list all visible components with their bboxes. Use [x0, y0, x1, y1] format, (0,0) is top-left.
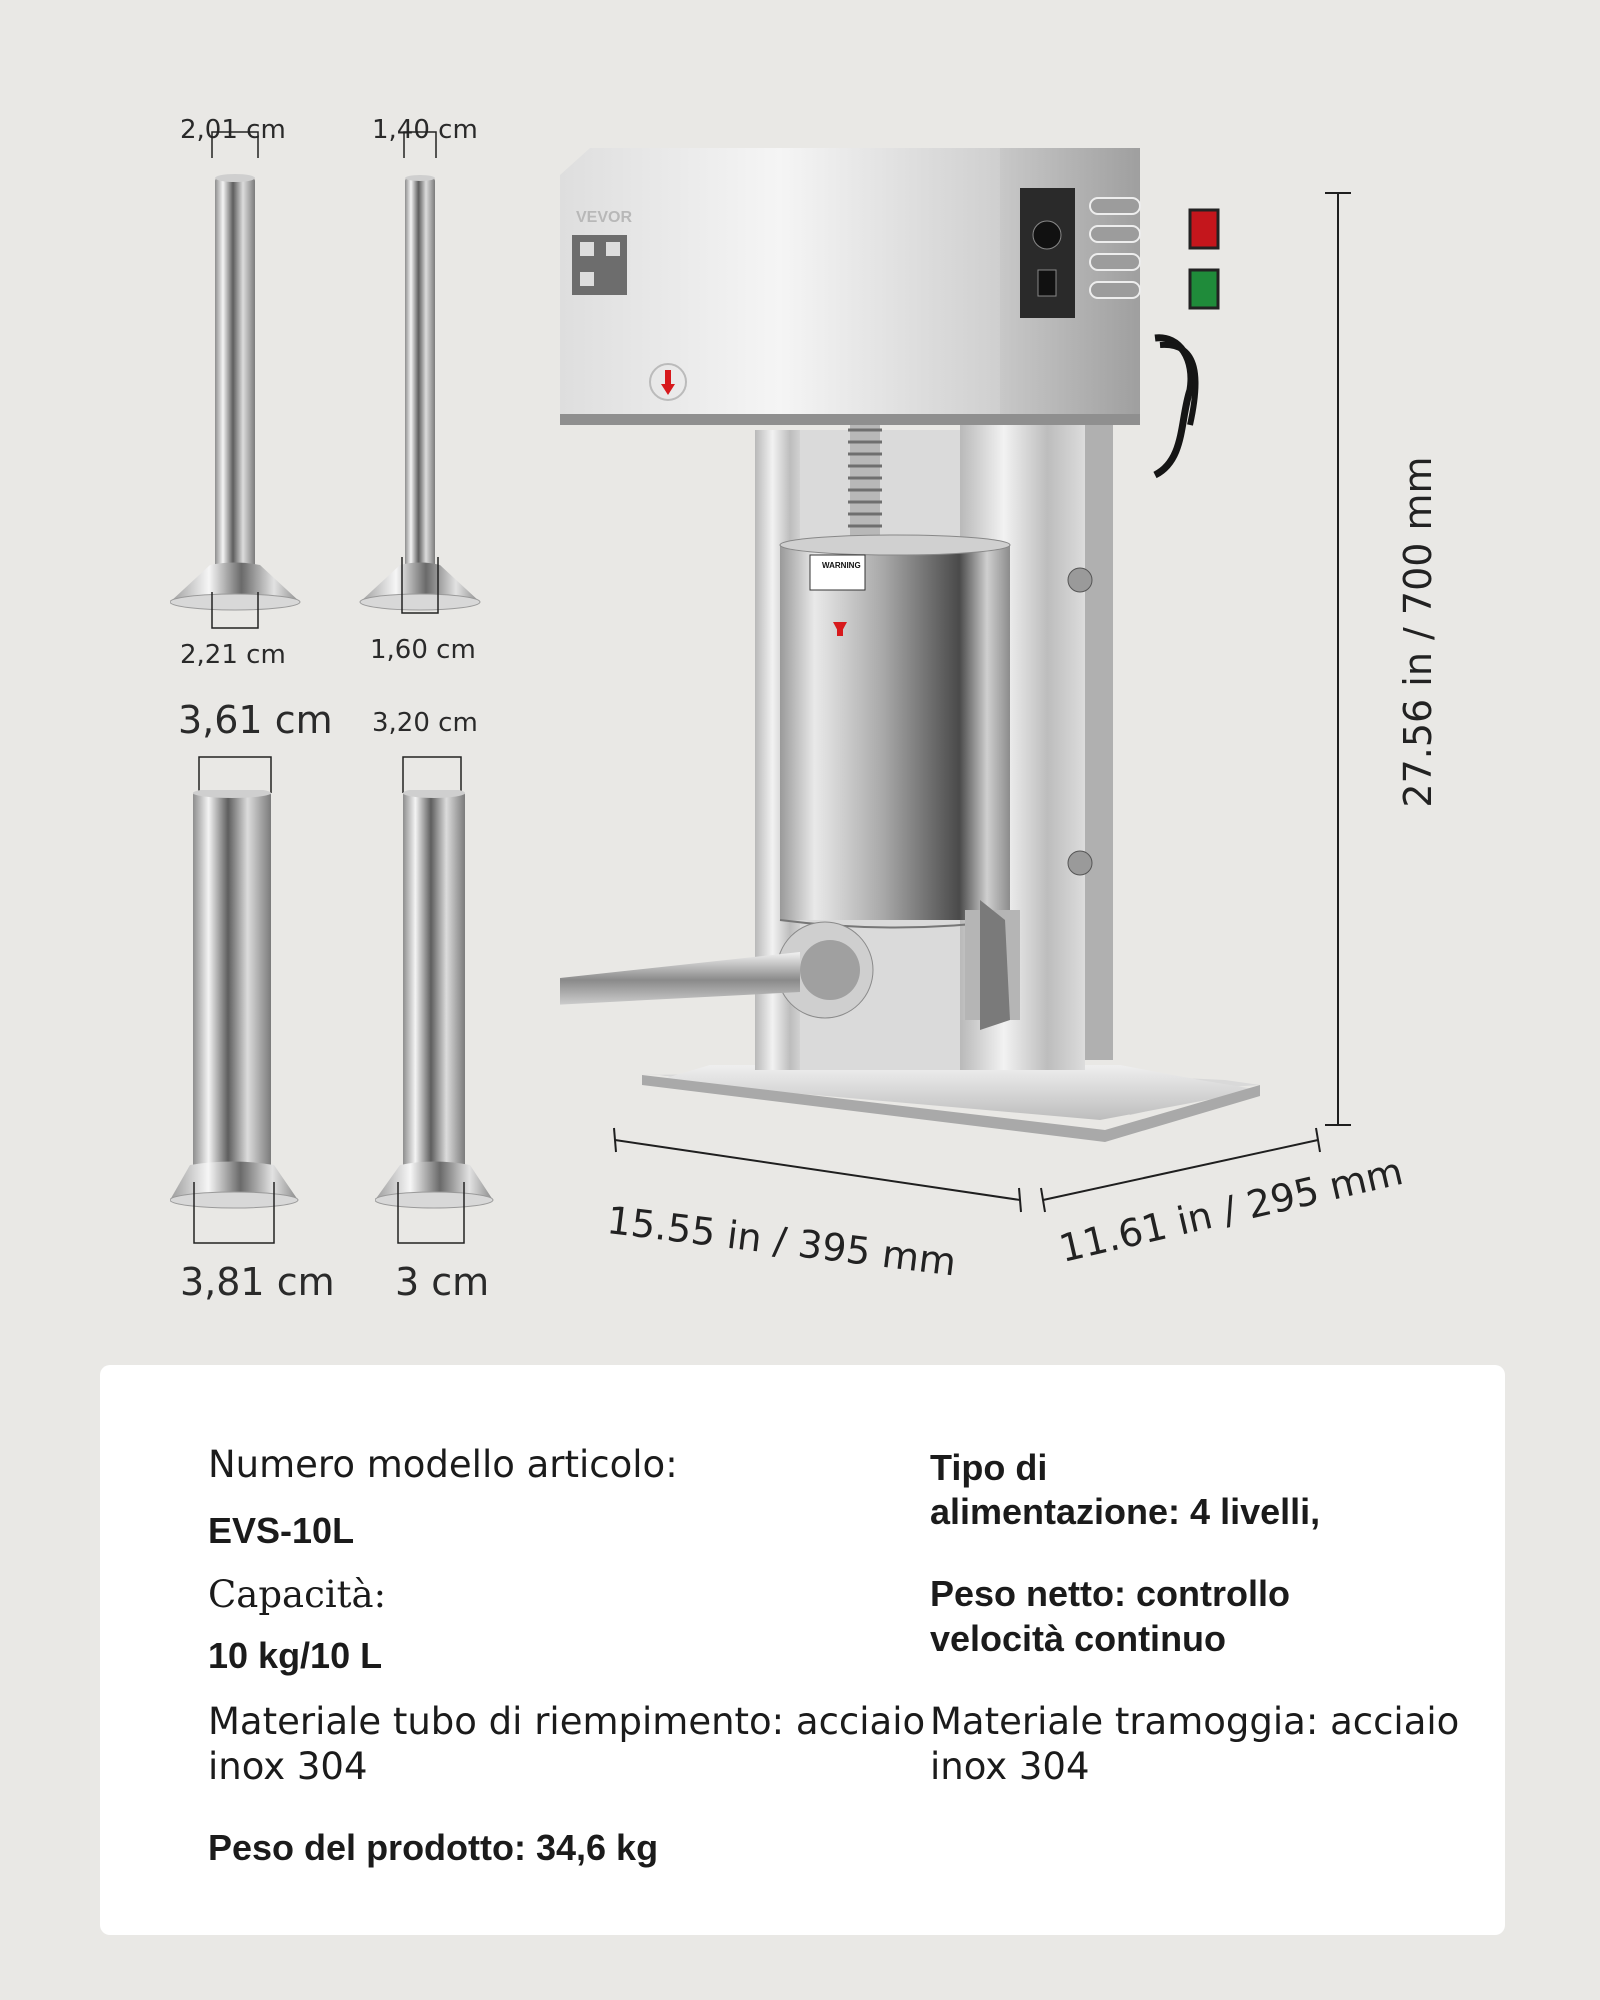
tube-material: Materiale tubo di riempimento: acciaio inox 304 — [208, 1700, 926, 1788]
tube-2 — [355, 170, 485, 620]
width-dimension-label: 15.55 in / 395 mm — [604, 1198, 959, 1285]
tube-1 — [170, 170, 310, 620]
model-number-value: EVS-10L — [208, 1510, 355, 1551]
tube-2-base-measure — [400, 555, 440, 615]
tube-1-measure — [210, 130, 260, 160]
tube-2-top-label: 1,40 cm — [372, 115, 478, 145]
vevor-logo: VEVOR — [576, 209, 633, 226]
capacity-value: 10 kg/10 L — [208, 1635, 383, 1676]
net-weight-line2: velocità continuo — [930, 1618, 1227, 1659]
knob-lower — [1068, 851, 1092, 875]
tube-3-top-label: 3,61 cm — [178, 698, 333, 742]
tube-3-base-measure — [192, 1180, 276, 1245]
tube-4-base-measure — [396, 1180, 466, 1245]
height-dimension-label: 27.56 in / 700 mm — [1396, 456, 1440, 808]
product-weight: Peso del prodotto: 34,6 kg — [208, 1827, 659, 1868]
tube-2-measure — [402, 130, 438, 160]
tube-3-bottom-label: 3,81 cm — [180, 1260, 335, 1304]
power-cable — [1155, 338, 1191, 475]
power-type-line1: Tipo di — [930, 1447, 1048, 1488]
net-weight-line1: Peso netto: controllo — [930, 1573, 1290, 1614]
tube-1-top-label: 2,01 cm — [180, 115, 286, 145]
knob-upper — [1068, 568, 1092, 592]
capacity-label: Capacità: — [208, 1573, 387, 1616]
power-switch-red[interactable] — [1190, 210, 1218, 248]
tube-1-bottom-label: 2,21 cm — [180, 640, 286, 670]
power-switch-green[interactable] — [1190, 270, 1218, 308]
tube-2-bottom-label: 1,60 cm — [370, 635, 476, 665]
tube-3 — [170, 790, 300, 1220]
svg-text:WARNING: WARNING — [822, 561, 861, 570]
tube-3-measure — [197, 755, 273, 795]
sausage-stuffer-machine — [560, 130, 1320, 1200]
piston-rack — [848, 420, 882, 545]
outlet-nozzle — [560, 922, 873, 1018]
tube-4 — [375, 790, 495, 1220]
power-type-line2: alimentazione: 4 livelli, — [930, 1491, 1321, 1532]
tube-4-bottom-label: 3 cm — [395, 1260, 490, 1304]
hopper-material: Materiale tramoggia: acciaio inox 304 — [930, 1700, 1460, 1788]
tube-4-top-label: 3,20 cm — [372, 708, 478, 738]
base-plate — [638, 1065, 1260, 1142]
motor-box — [560, 148, 1218, 425]
tube-1-base-measure — [210, 590, 260, 630]
specifications-card — [100, 1365, 1505, 1935]
depth-dimension-label: 11.61 in / 295 mm — [1055, 1149, 1408, 1271]
tube-4-measure — [401, 755, 463, 795]
model-number-label: Numero modello articolo: — [208, 1443, 678, 1486]
speed-dial — [1020, 188, 1075, 318]
